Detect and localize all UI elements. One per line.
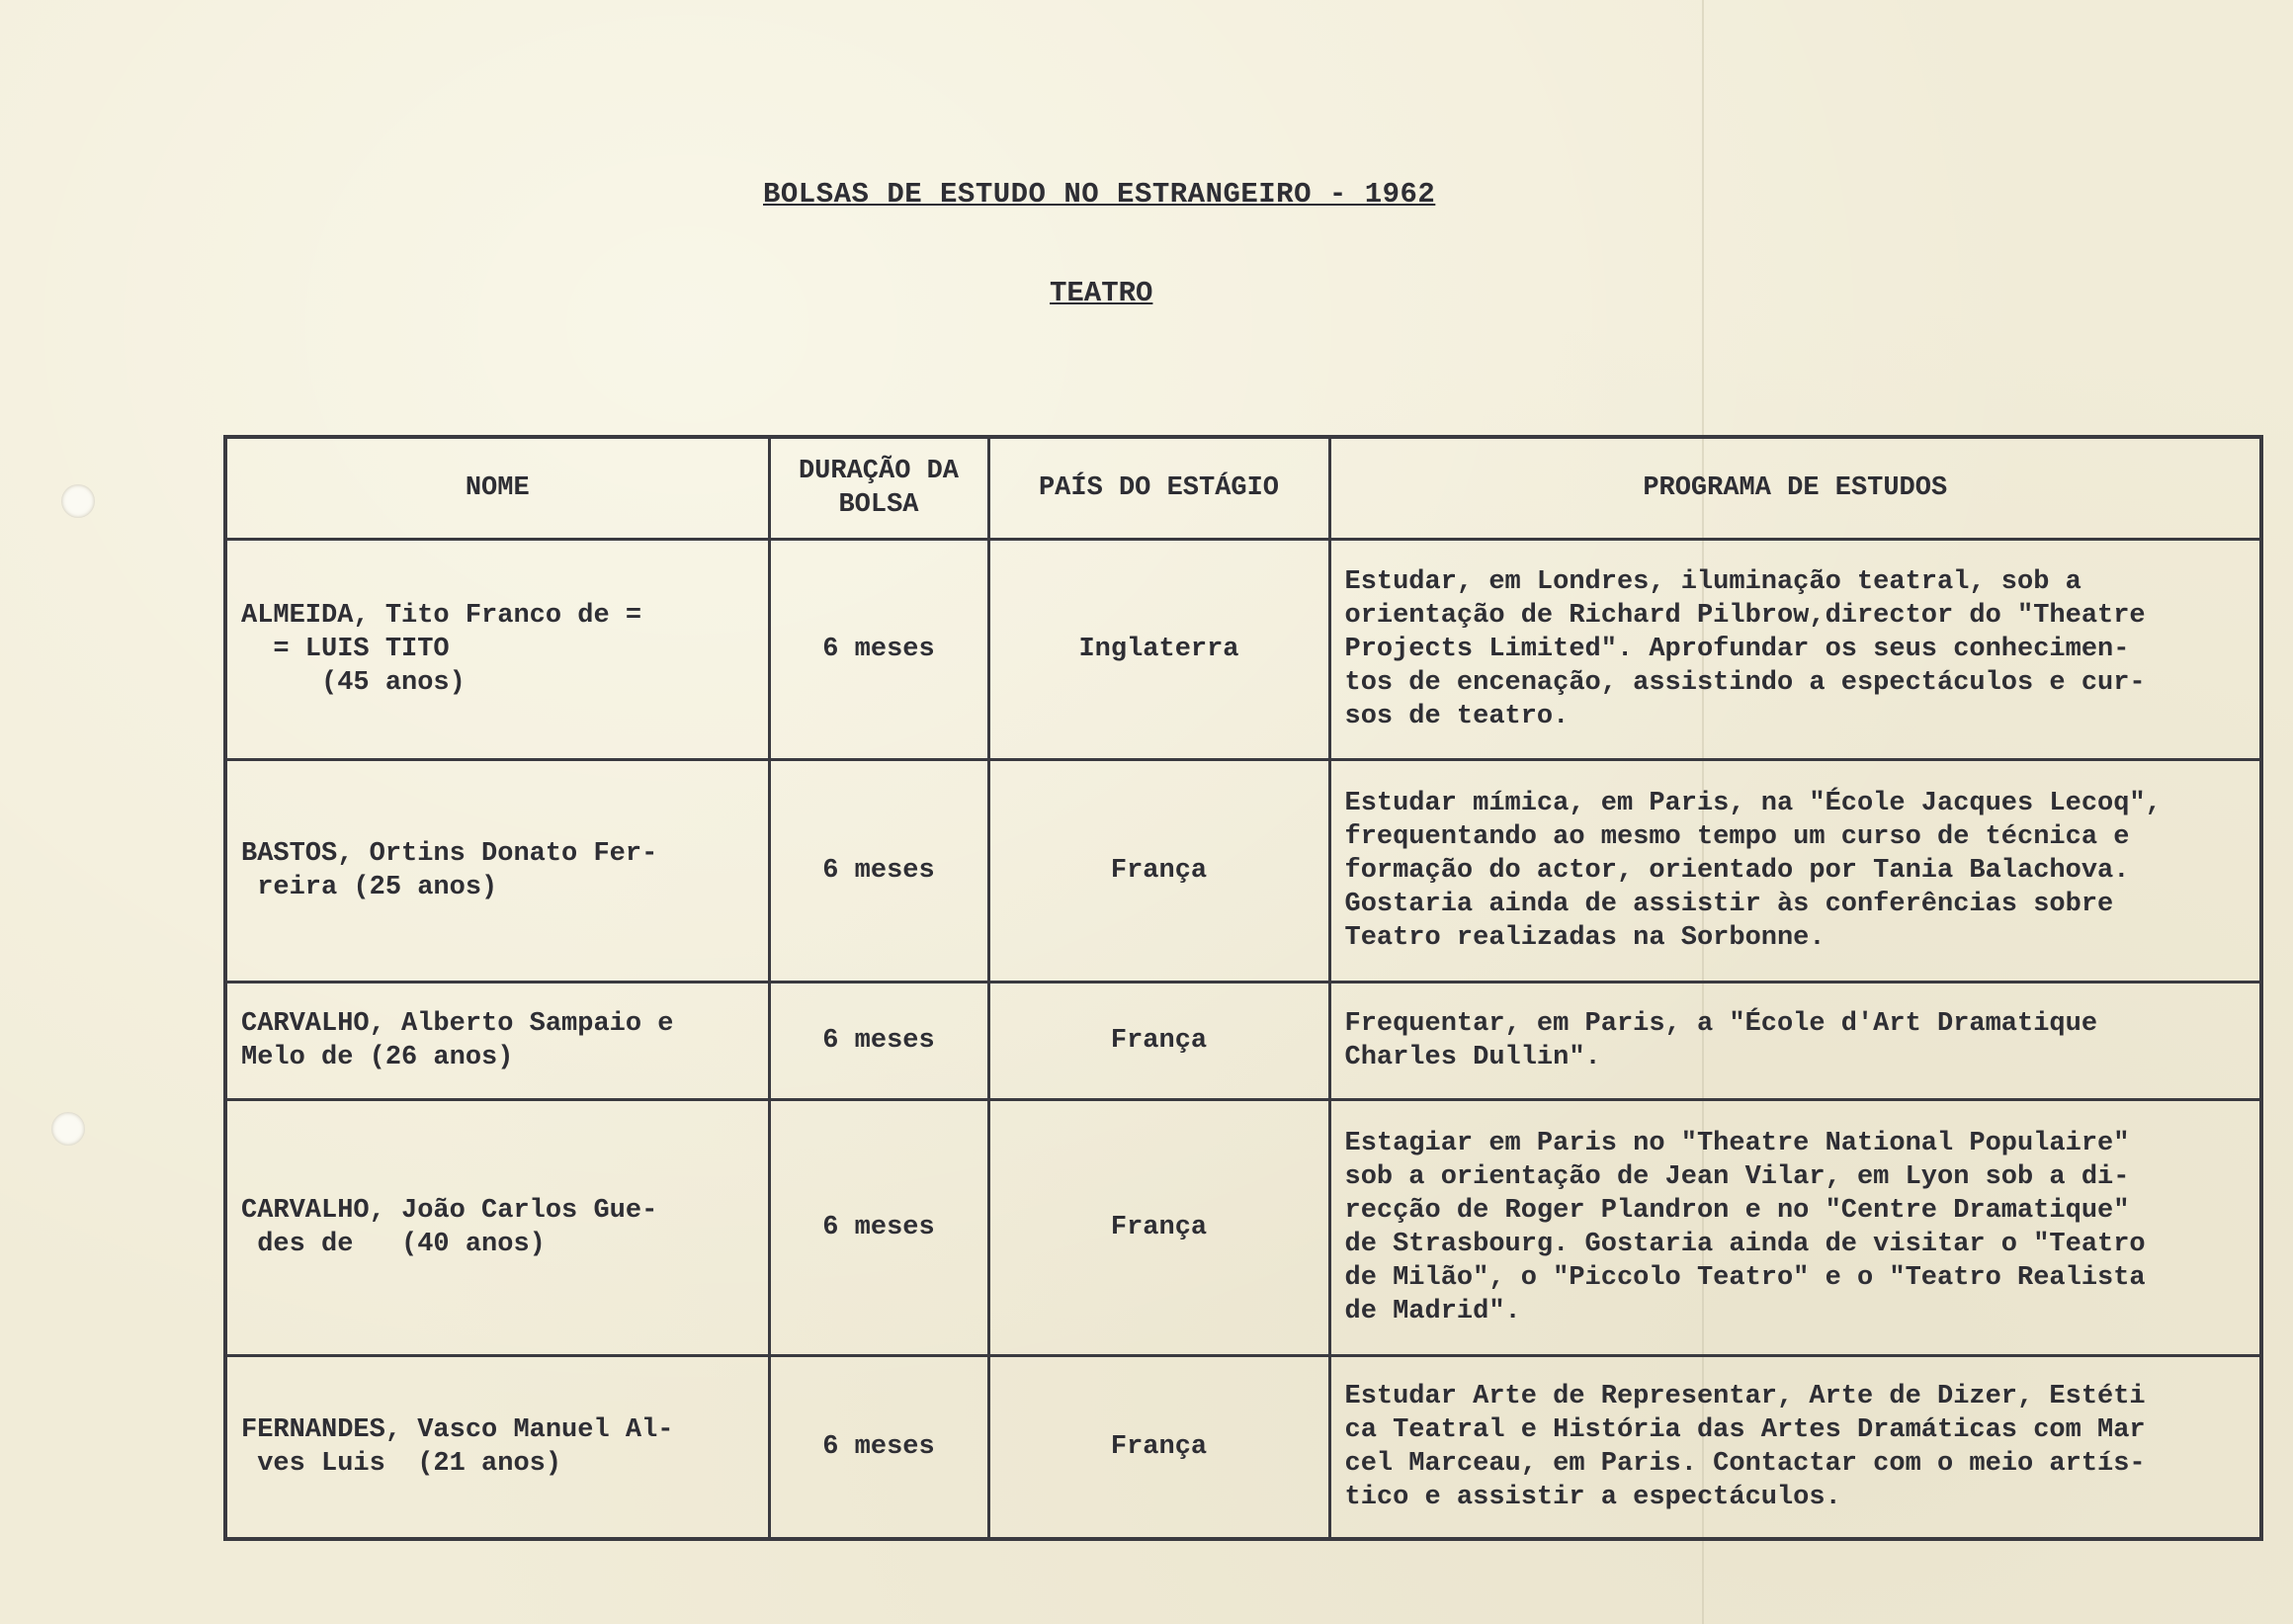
header-nome: NOME (225, 437, 769, 540)
cell-pais: França (988, 1356, 1329, 1540)
programa-line: Estudar, em Londres, iluminação teatral, sob a (1344, 567, 2081, 597)
programa-line: Estagiar em Paris no "Theatre National Populaire" (1344, 1129, 2130, 1158)
document-title: BOLSAS DE ESTUDO NO ESTRANGEIRO - 1962 (763, 178, 1436, 211)
cell-duracao: 6 meses (769, 1100, 988, 1356)
cell-pais: França (988, 760, 1329, 983)
nome-line: = LUIS TITO (241, 635, 450, 664)
header-duracao-line: BOLSA (838, 490, 919, 520)
nome-line: (45 anos) (241, 668, 466, 698)
programa-line: Estudar mímica, em Paris, na "École Jacques Lecoq", (1344, 789, 2162, 818)
nome-line: ALMEIDA, Tito Franco de = (241, 601, 642, 631)
cell-nome (225, 760, 769, 983)
cell-pais: França (988, 983, 1329, 1100)
programa-line: de Madrid". (1344, 1297, 1521, 1326)
nome-line: des de (40 anos) (241, 1230, 546, 1259)
nome-line: CARVALHO, João Carlos Gue- (241, 1196, 658, 1226)
cell-nome (225, 1356, 769, 1540)
programa-line: de Strasbourg. Gostaria ainda de visitar o "Teatro (1344, 1230, 2146, 1259)
programa-line: tico e assistir a espectáculos. (1344, 1483, 1841, 1512)
nome-line: Melo de (26 anos) (241, 1043, 514, 1072)
programa-line: sob a orientação de Jean Vilar, em Lyon sob a di- (1344, 1162, 2130, 1192)
programa-line: frequentando ao mesmo tempo um curso de técnica e (1344, 822, 2130, 852)
nome-line: BASTOS, Ortins Donato Fer- (241, 839, 658, 869)
cell-programa (1329, 760, 2261, 983)
cell-programa (1329, 1356, 2261, 1540)
cell-duracao: 6 meses (769, 760, 988, 983)
nome-line: ves Luis (21 anos) (241, 1449, 562, 1479)
header-duracao (769, 437, 988, 540)
programa-line: Projects Limited". Aprofundar os seus conhecimen- (1344, 635, 2130, 664)
punch-hole (51, 1112, 85, 1146)
scholarship-table (223, 435, 2263, 1541)
header-duracao-line: DURAÇÃO DA (798, 457, 960, 486)
programa-line: Estudar Arte de Representar, Arte de Dizer, Estéti (1344, 1382, 2146, 1411)
programa-line: recção de Roger Plandron e no "Centre Dramatique" (1344, 1196, 2130, 1226)
programa-line: sos de teatro. (1344, 702, 1570, 731)
cell-pais: França (988, 1100, 1329, 1356)
cell-duracao: 6 meses (769, 983, 988, 1100)
cell-nome (225, 540, 769, 760)
programa-line: Gostaria ainda de assistir às conferências sobre (1344, 890, 2114, 919)
document-subtitle: TEATRO (1050, 277, 1153, 309)
nome-line: reira (25 anos) (241, 873, 498, 902)
header-programa: PROGRAMA DE ESTUDOS (1329, 437, 2261, 540)
punch-hole (61, 484, 95, 518)
cell-programa (1329, 540, 2261, 760)
table-header-row (225, 437, 2261, 540)
table-row (225, 760, 2261, 983)
programa-line: formação do actor, orientado por Tania Balachova. (1344, 856, 2130, 886)
programa-line: cel Marceau, em Paris. Contactar com o meio artís- (1344, 1449, 2146, 1479)
programa-line: ca Teatral e História das Artes Dramáticas com Mar (1344, 1415, 2146, 1445)
cell-duracao: 6 meses (769, 540, 988, 760)
nome-line: FERNANDES, Vasco Manuel Al- (241, 1415, 674, 1445)
programa-line: orientação de Richard Pilbrow,director do "Theatre (1344, 601, 2146, 631)
programa-line: tos de encenação, assistindo a espectáculos e cur- (1344, 668, 2146, 698)
table-row (225, 1100, 2261, 1356)
programa-line: de Milão", o "Piccolo Teatro" e o "Teatro Realista (1344, 1263, 2146, 1293)
table-row (225, 540, 2261, 760)
programa-line: Charles Dullin". (1344, 1043, 1601, 1072)
table-row (225, 1356, 2261, 1540)
cell-programa (1329, 983, 2261, 1100)
cell-nome (225, 983, 769, 1100)
header-pais: PAÍS DO ESTÁGIO (988, 437, 1329, 540)
nome-line: CARVALHO, Alberto Sampaio e (241, 1009, 674, 1039)
cell-pais: Inglaterra (988, 540, 1329, 760)
programa-line: Teatro realizadas na Sorbonne. (1344, 923, 1826, 953)
cell-nome (225, 1100, 769, 1356)
table-row (225, 983, 2261, 1100)
programa-line: Frequentar, em Paris, a "École d'Art Dramatique (1344, 1009, 2098, 1039)
cell-programa (1329, 1100, 2261, 1356)
cell-duracao: 6 meses (769, 1356, 988, 1540)
